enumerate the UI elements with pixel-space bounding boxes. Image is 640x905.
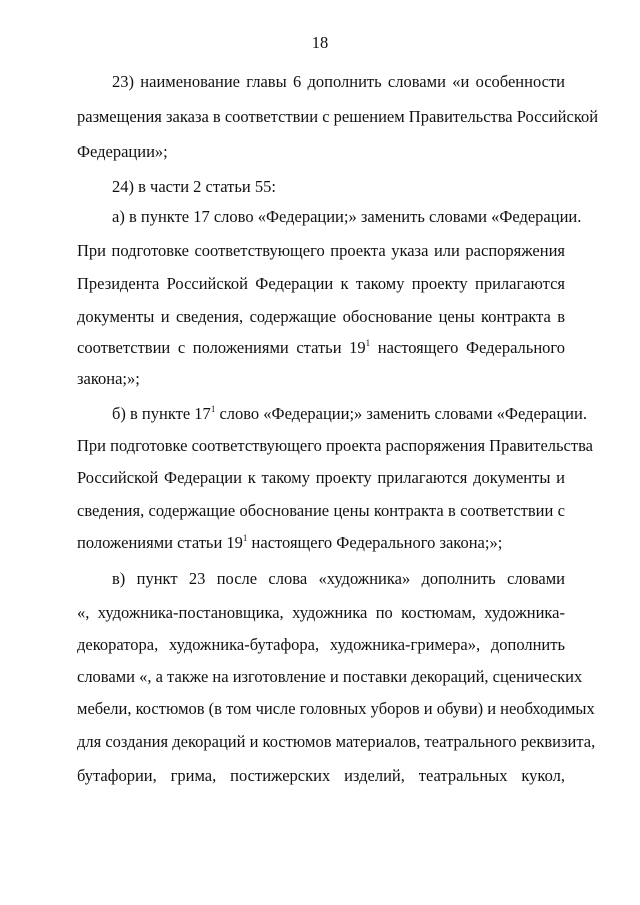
subitem-a-line-2: При подготовке соответствующего проекта указа или распоряжения	[77, 241, 565, 260]
subitem-b-line-1-text: б) в пункте 17	[112, 404, 211, 423]
subitem-v-line-6: для создания декораций и костюмов материалов, театрального реквизита,	[77, 732, 596, 751]
subitem-a-line-3: Президента Российской Федерации к такому проекту прилагаются	[77, 274, 565, 293]
subitem-a-line-4: документы и сведения, содержащие обоснование цены контракта в	[77, 307, 565, 326]
subitem-v-line-4: словами «, а также на изготовление и поставки декораций, сценических	[77, 667, 583, 686]
subitem-v-line-7: бутафории, грима, постижерских изделий, театральных кукол,	[77, 766, 565, 785]
subitem-v-line-1: в) пункт 23 после слова «художника» дополнить словами	[112, 569, 565, 588]
subitem-b-line-1-rest: слово «Федерации;» заменить словами «Федерации.	[215, 404, 587, 423]
subitem-a-line-5	[77, 336, 565, 360]
subitem-v-line-3: декоратора, художника-бутафора, художника-гримера», дополнить	[77, 635, 565, 654]
page-number: 18	[311, 33, 329, 52]
subitem-b-line-1	[112, 402, 587, 426]
subitem-b-line-3: Российской Федерации к такому проекту прилагаются документы и	[77, 468, 565, 487]
subitem-b-line-5-text: положениями статьи 19	[77, 533, 243, 552]
subitem-b-line-2: При подготовке соответствующего проекта распоряжения Правительства	[77, 436, 593, 455]
subitem-a-line-5-text: соответствии с положениями статьи 19	[77, 338, 366, 357]
subitem-b-line-4: сведения, содержащие обоснование цены контракта в соответствии с	[77, 501, 565, 520]
subitem-a-line-6: закона;»;	[77, 369, 140, 388]
subitem-b-line-5	[77, 531, 565, 555]
item-23-line-2: размещения заказа в соответствии с решением Правительства Российской	[77, 107, 599, 126]
subitem-a-line-5-rest: настоящего Федерального	[370, 338, 566, 357]
subitem-b-line-5-rest: настоящего Федерального закона;»;	[247, 533, 503, 552]
item-24-line-1: 24) в части 2 статьи 55:	[112, 177, 276, 196]
item-23-line-1: 23) наименование главы 6 дополнить словами «и особенности	[112, 72, 565, 91]
subitem-a-line-1: а) в пункте 17 слово «Федерации;» заменить словами «Федерации.	[112, 207, 582, 226]
superscript: 1	[365, 338, 371, 348]
subitem-v-line-5: мебели, костюмов (в том числе головных уборов и обуви) и необходимых	[77, 699, 595, 718]
item-23-line-3: Федерации»;	[77, 142, 168, 161]
superscript: 1	[210, 404, 216, 414]
superscript: 1	[242, 533, 248, 543]
subitem-v-line-2: «, художника-постановщика, художника по костюмам, художника-	[77, 603, 565, 622]
